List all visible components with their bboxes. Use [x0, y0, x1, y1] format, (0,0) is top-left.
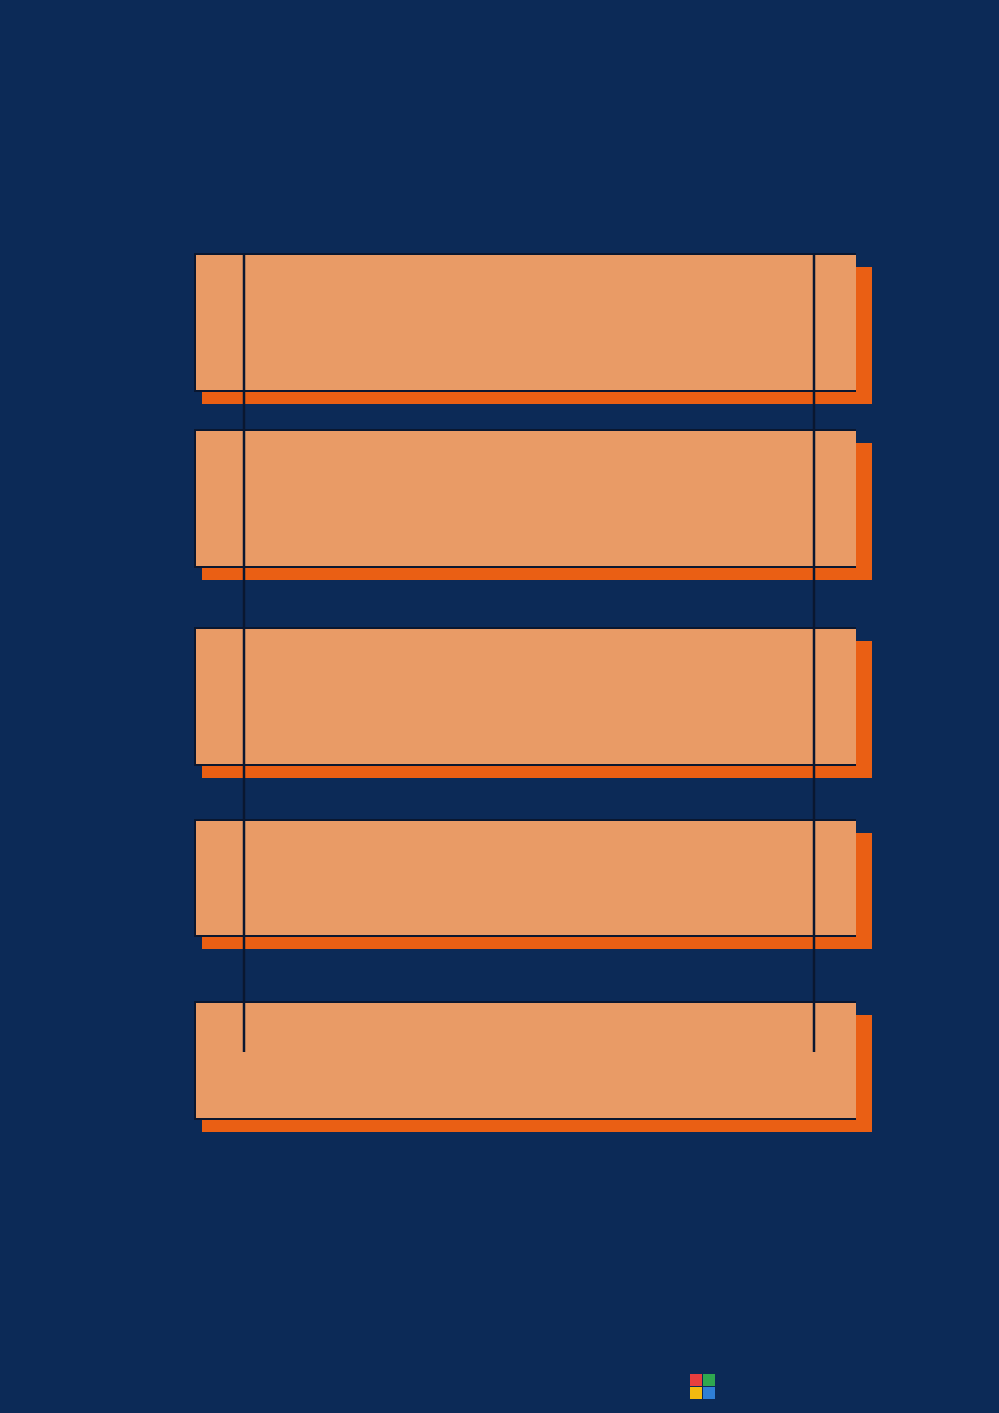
step-card-1: [194, 253, 856, 392]
liveworksheets-logo: [690, 1374, 715, 1399]
logo-letter-i: [703, 1374, 715, 1386]
logo-letter-e: [703, 1387, 715, 1399]
step-label: [264, 429, 806, 568]
step-card-4: [194, 819, 856, 937]
step-card-3: [194, 627, 856, 766]
step-card-2: [194, 429, 856, 568]
step-label: [264, 253, 806, 392]
step-label: [264, 627, 806, 766]
logo-letter-l: [690, 1374, 702, 1386]
step-label: [264, 1001, 806, 1120]
liveworksheets-watermark: [690, 1374, 719, 1399]
step-card-5: [194, 1001, 856, 1120]
logo-letter-v: [690, 1387, 702, 1399]
step-label: [264, 819, 806, 937]
